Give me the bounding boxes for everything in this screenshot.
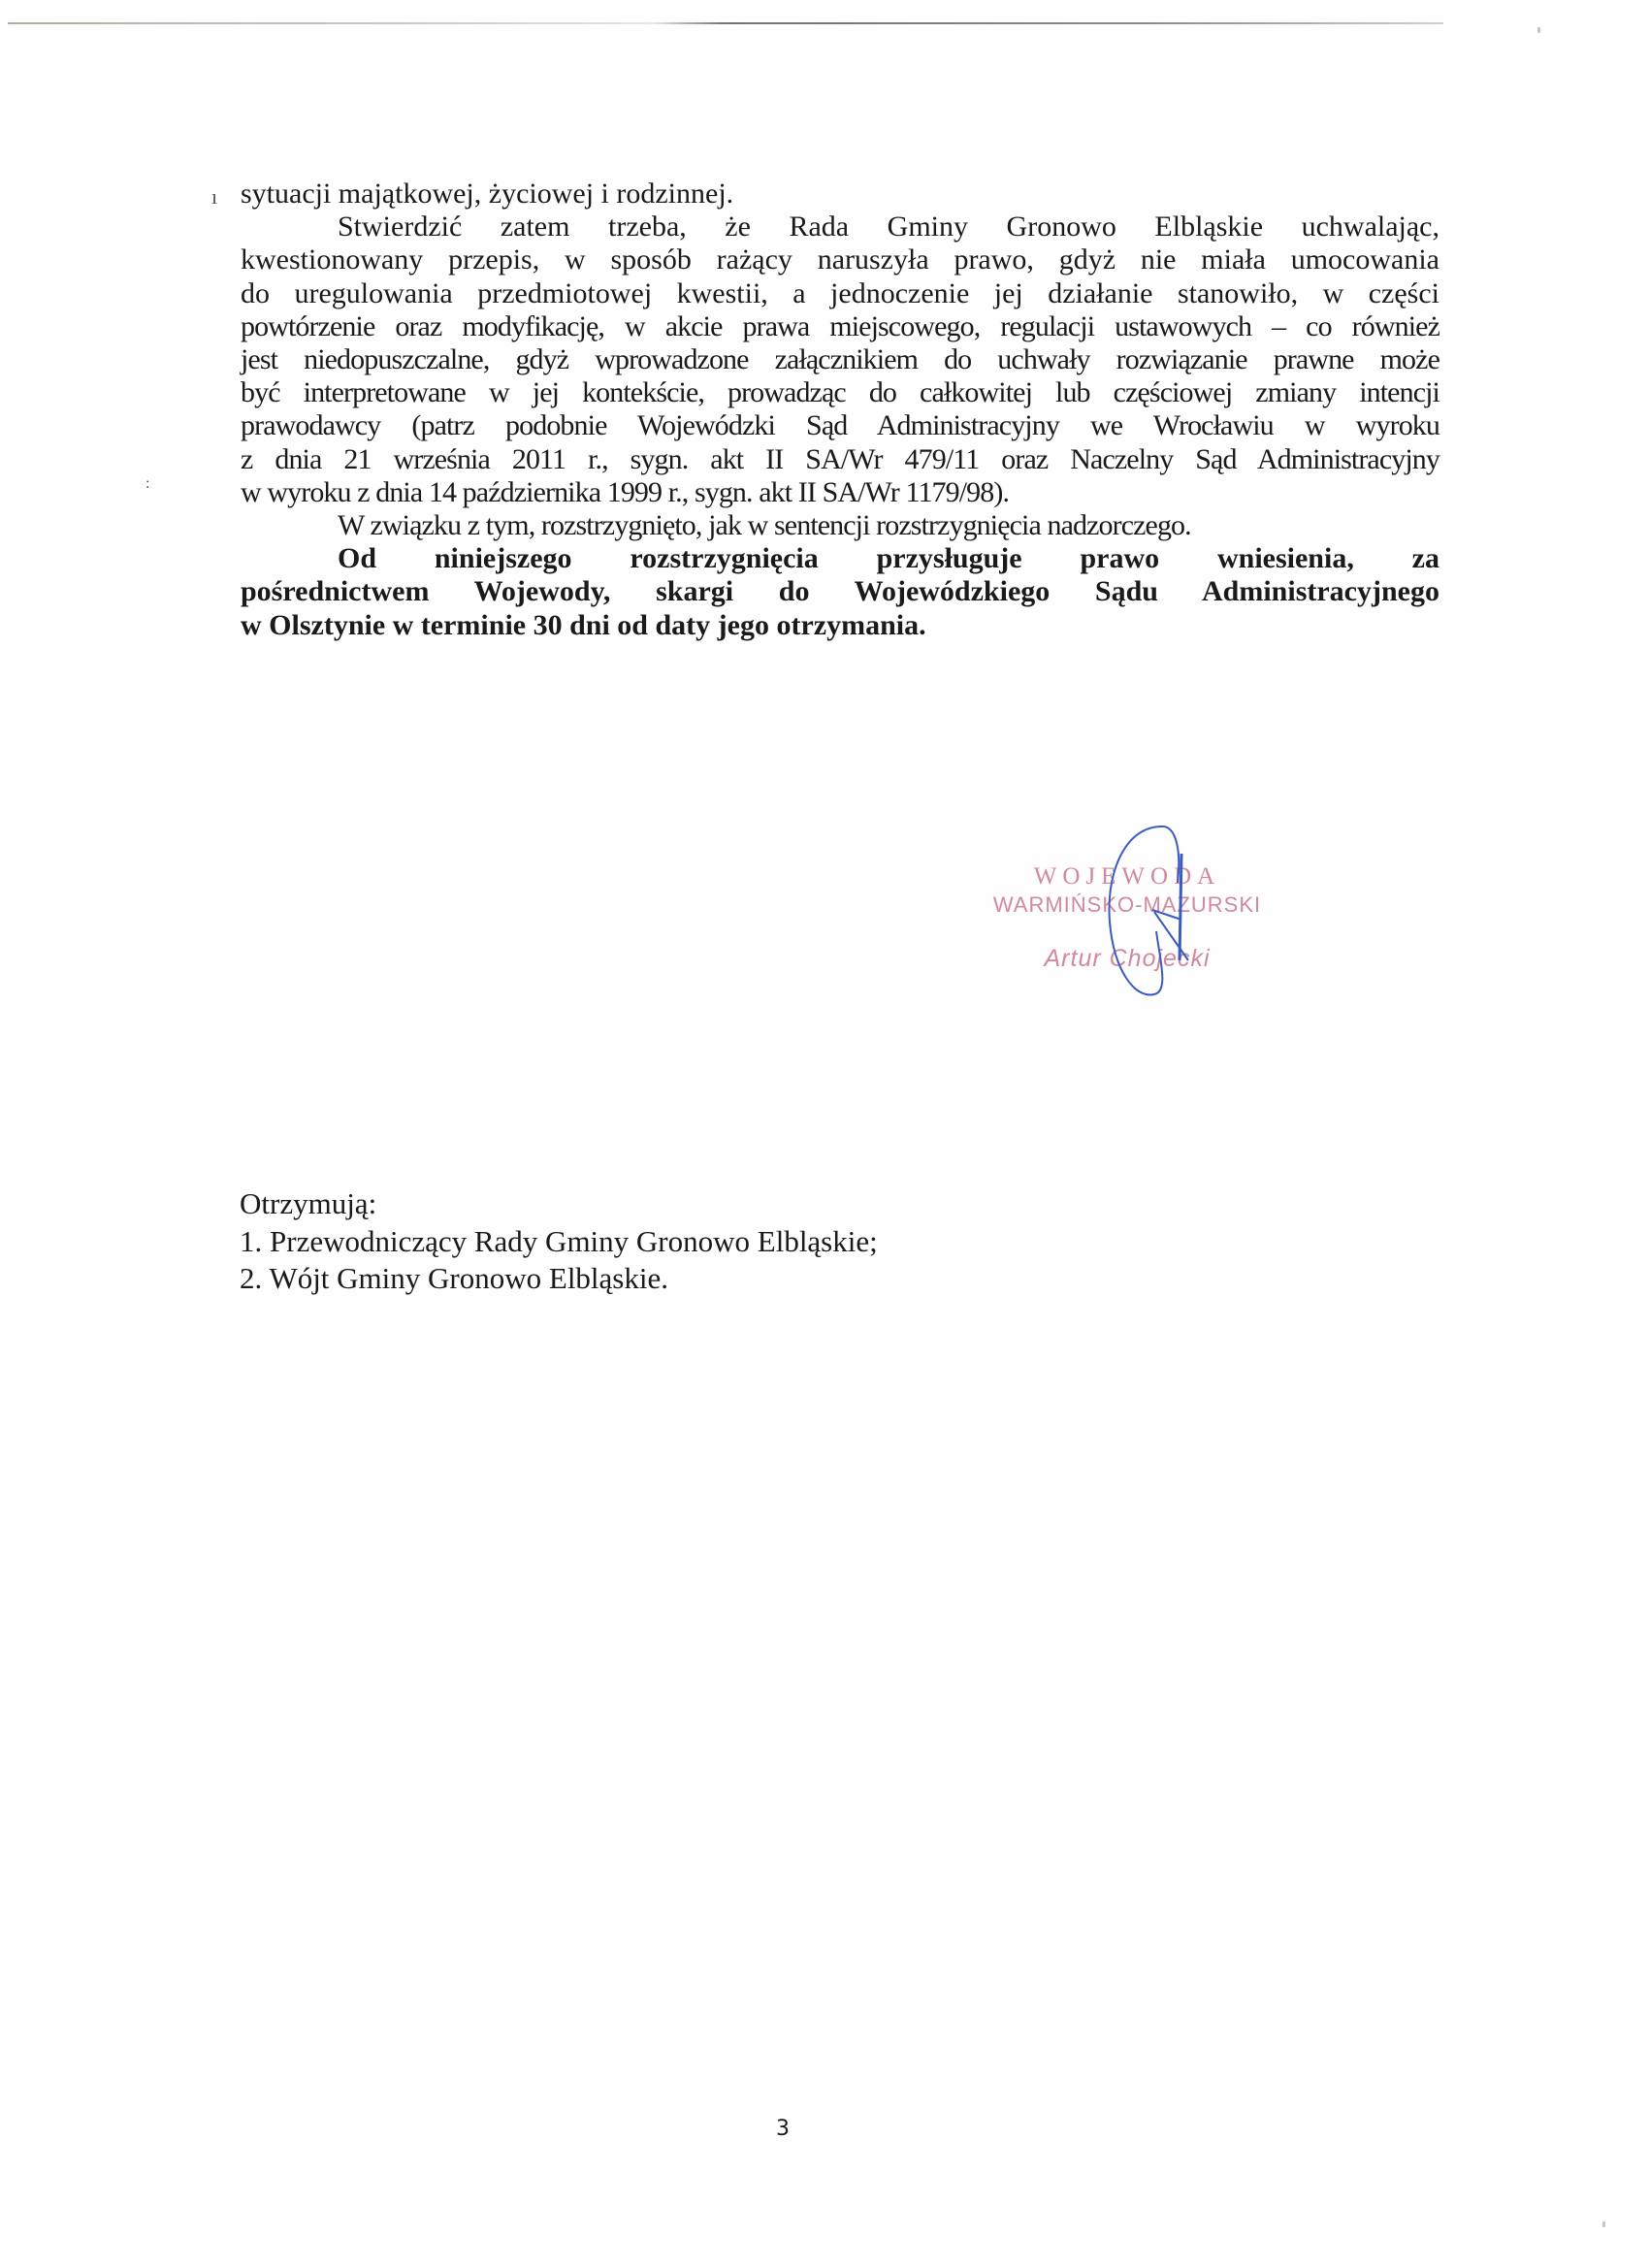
text-line: w Olsztynie w terminie 30 dni od daty jego otrzymania. <box>241 608 926 641</box>
text-line: kwestionowany przepis, w sposób rażący naruszyła prawo, gdyż nie miała umocowania <box>241 243 1439 276</box>
text-line: Od niniejszego rozstrzygnięcia przysługuje prawo wniesienia, za <box>338 542 1439 575</box>
text-line: być interpretowane w jej kontekście, prowadząc do całkowitej lub częściowej zmiany intencji <box>241 376 1439 409</box>
text-line: pośrednictwem Wojewody, skargi do Wojewódzkiego Sądu Administracyjnego <box>241 575 1439 608</box>
continuation-paragraph: sytuacji majątkowej, życiowej i rodzinnej. <box>241 178 734 210</box>
recipient-item: 2. Wójt Gminy Gronowo Elbląskie. <box>240 1261 668 1295</box>
margin-mark: : <box>146 475 150 492</box>
conclusion-paragraph: W związku z tym, rozstrzygnięto, jak w sentencji rozstrzygnięcia nadzorczego. <box>338 509 1191 542</box>
signature-stroke <box>1180 854 1181 960</box>
text-line: do uregulowania przedmiotowej kwestii, a jednoczenie jej działanie stanowiło, w części <box>241 276 1439 309</box>
recipients-heading: Otrzymują: <box>240 1186 377 1220</box>
text-line: jest niedopuszczalne, gdyż wprowadzone załącznikiem do uchwały rozwiązanie prawne może <box>241 343 1439 376</box>
recipients-list <box>240 1185 878 1298</box>
scan-speck <box>1602 2221 1605 2227</box>
text-line: prawodawcy (patrz podobnie Wojewódzki Sąd Administracyjny we Wrocławiu w wyroku <box>241 409 1439 442</box>
appeal-instruction <box>241 542 1439 642</box>
recipient-item: 1. Przewodniczący Rady Gminy Gronowo Elbląskie; <box>240 1223 878 1258</box>
text-line: Stwierdzić zatem trzeba, że Rada Gminy Gronowo Elbląskie uchwalając, <box>338 211 1439 243</box>
text-line: w wyroku z dnia 14 października 1999 r., sygn. akt II SA/Wr 1179/98). <box>241 475 1010 508</box>
page-number: 3 <box>776 2117 790 2141</box>
handwritten-signature <box>1096 815 1232 1009</box>
text-line: powtórzenie oraz modyfikację, w akcie prawa miejscowego, regulacji ustawowych – co również <box>241 309 1439 342</box>
stamp-name: Artur Chojecki <box>1044 945 1211 972</box>
margin-mark: ı <box>211 184 218 209</box>
signature-stroke <box>1164 826 1179 883</box>
reasoning-paragraph <box>241 211 1439 509</box>
stamp-title: WOJEWODA <box>1033 863 1221 890</box>
scan-speck <box>1537 27 1540 33</box>
stamp-subtitle: WARMIŃSKO-MAZURSKI <box>992 892 1262 917</box>
document-body <box>241 178 1439 642</box>
scan-edge-line <box>8 22 1443 24</box>
text-line: z dnia 21 września 2011 r., sygn. akt II SA/Wr 479/11 oraz Naczelny Sąd Administracyjny <box>241 442 1439 475</box>
